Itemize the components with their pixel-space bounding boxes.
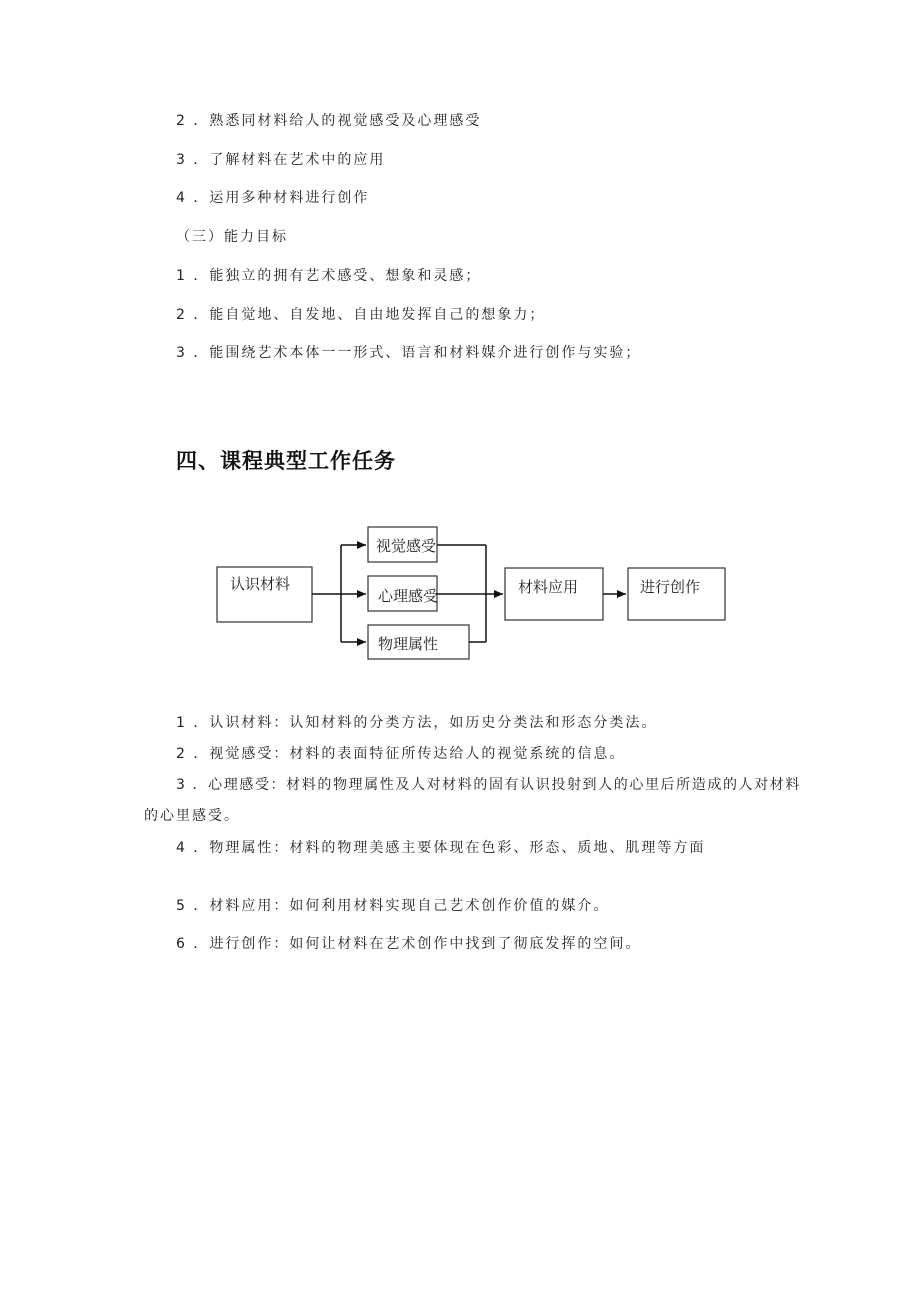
knowledge-item-4: 4 ．运用多种材料进行创作 <box>176 190 370 206</box>
box-creation-label: 进行创作 <box>640 578 701 596</box>
description-2: 2 ．视觉感受：材料的表面特征所传达给人的视觉系统的信息。 <box>176 746 626 762</box>
box-physical-label: 物理属性 <box>378 635 439 653</box>
description-3: 3 ．心理感受：材料的物理属性及人对材料的固有认识投射到人的心里后所造成的人对材料 <box>176 777 801 793</box>
ability-item-3: 3 ．能围绕艺术本体一一形式、语言和材料媒介进行创作与实验； <box>176 345 642 361</box>
box-visual-label: 视觉感受 <box>376 537 437 555</box>
description-5: 5 ．材料应用：如何利用材料实现自己艺术创作价值的媒介。 <box>176 898 610 914</box>
ability-goal-heading: （三）能力目标 <box>176 229 288 245</box>
box-psychological-label: 心理感受 <box>378 587 439 605</box>
description-4: 4 ．物理属性：材料的物理美感主要体现在色彩、形态、质地、肌理等方面 <box>176 840 706 856</box>
connectors-start <box>312 545 366 642</box>
knowledge-item-2: 2 ．熟悉同材料给人的视觉感受及心理感受 <box>176 113 482 129</box>
box-start-label: 认识材料 <box>230 575 291 593</box>
description-6: 6 ．进行创作：如何让材料在艺术创作中找到了彻底发挥的空间。 <box>176 936 642 952</box>
description-1: 1 ．认识材料：认知材料的分类方法，如历史分类法和形态分类法。 <box>176 715 658 731</box>
description-3-continued: 的心里感受。 <box>144 808 240 824</box>
box-application-label: 材料应用 <box>518 578 579 596</box>
ability-item-1: 1 ．能独立的拥有艺术感受、想象和灵感； <box>176 268 482 284</box>
section-four-heading: 四、课程典型工作任务 <box>176 449 396 473</box>
knowledge-item-3: 3 ．了解材料在艺术中的应用 <box>176 152 386 168</box>
ability-item-2: 2 ．能自觉地、自发地、自由地发挥自己的想象力； <box>176 307 546 323</box>
